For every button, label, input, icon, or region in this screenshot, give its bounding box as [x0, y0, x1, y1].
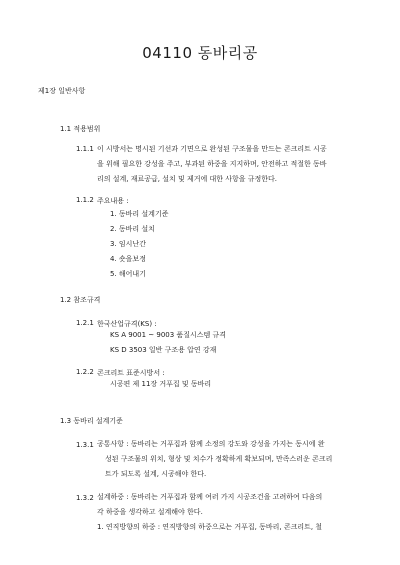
list-item: 1. 동바리 설계기준 — [110, 210, 169, 218]
list-item: KS A 9001 ~ 9003 품질시스템 규격 — [110, 331, 227, 339]
text-line: 트가 되도록 설계, 시공해야 한다. — [105, 470, 207, 478]
clause-head-1-2-1: 한국산업규격(KS) : — [97, 320, 157, 328]
clause-number-1-2-1: 1.2.1 — [76, 319, 94, 327]
text-line: 리의 설계, 재료공급, 설치 및 제거에 대한 사항을 규정한다. — [97, 175, 278, 183]
clause-head-1-2-2: 콘크리트 표준시방서 : — [97, 369, 165, 377]
concrete-spec-list — [110, 377, 211, 392]
list-item: 5. 해어내기 — [110, 270, 146, 278]
clause-text-1-3-1 — [97, 437, 332, 482]
section-heading-1-3: 1.3 동바리 설계기준 — [60, 417, 123, 425]
list-item: 시공편 제 11장 거푸집 및 동바리 — [110, 380, 212, 388]
text-line: 이 시방서는 명시된 기선과 기면으로 완성된 구조물을 만드는 콘크리트 시공 — [97, 145, 327, 153]
list-item: 4. 숏을보정 — [110, 255, 146, 263]
text-line: 성된 구조물의 위치, 형상 및 치수가 정확하게 확보되며, 만족스러운 콘크리 — [105, 455, 333, 463]
text-line: 각 하중을 생각하고 설계해야 한다. — [97, 508, 203, 516]
clause-number-1-1-1: 1.1.1 — [76, 145, 94, 153]
list-item: 2. 동바리 설치 — [110, 225, 155, 233]
section-heading-1-1: 1.1 적용범위 — [60, 125, 101, 133]
clause-head-1-1-2: 주요내용 : — [97, 197, 129, 205]
list-item: 3. 임시난간 — [110, 240, 146, 248]
clause-number-1-3-1: 1.3.1 — [76, 441, 94, 449]
clause-number-1-3-2: 1.3.2 — [76, 494, 94, 502]
text-line: 1. 연직방향의 하중 : 연직방향의 하중으로는 거푸집, 동바리, 콘크리트, 철 — [97, 523, 323, 531]
document-title: 04110 동바리공 — [142, 44, 258, 62]
text-line: 설계하중 : 동바리는 거푸집과 함께 여러 가지 시공조건을 고려하여 다음의 — [97, 493, 323, 501]
main-contents-list — [110, 207, 168, 282]
section-heading-1-2: 1.2 참조규격 — [60, 296, 101, 304]
list-item: KS D 3503 일반 구조용 압연 강재 — [110, 346, 217, 354]
clause-number-1-2-2: 1.2.2 — [76, 368, 94, 376]
clause-text-1-1-1 — [97, 142, 327, 187]
clause-text-1-3-2 — [97, 490, 322, 535]
ks-standards-list — [110, 328, 226, 358]
chapter-heading: 제1장 일반사항 — [38, 87, 86, 95]
text-line: 을 위해 필요한 강성을 주고, 부과된 하중을 지지하며, 안전하고 적절한 동바 — [97, 160, 327, 168]
clause-number-1-1-2: 1.1.2 — [76, 196, 94, 204]
text-line: 공통사항 : 동바리는 거푸집과 함께 소정의 강도와 강성을 가지는 동시에 완 — [97, 440, 325, 448]
